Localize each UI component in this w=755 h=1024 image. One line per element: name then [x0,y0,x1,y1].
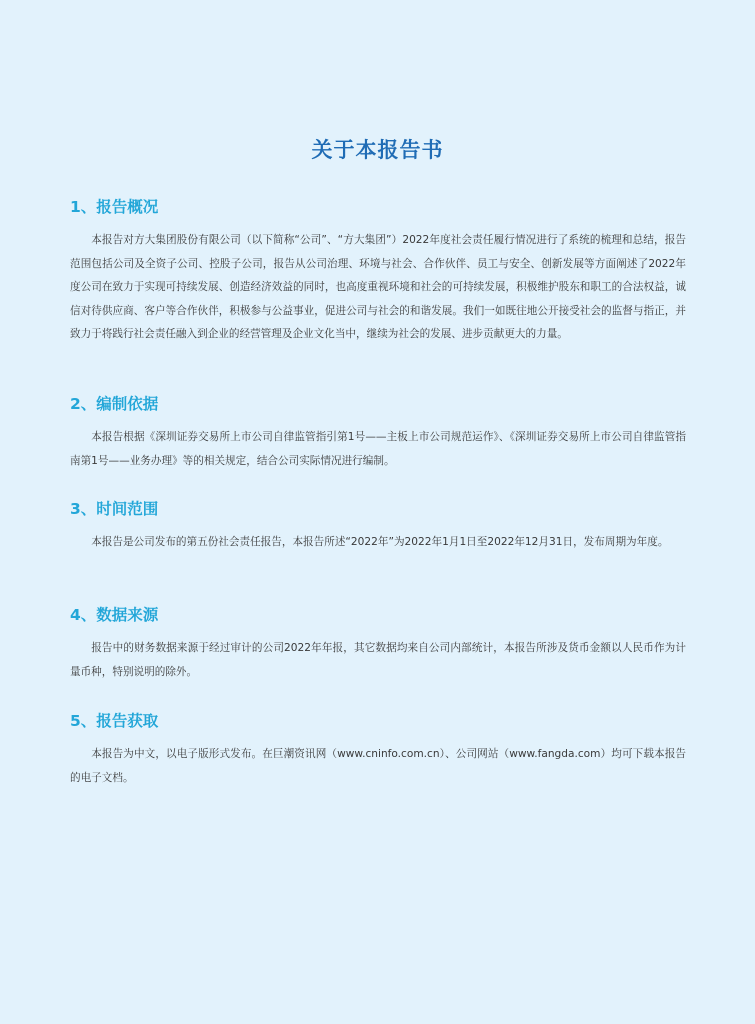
section-compilation-basis [70,394,686,473]
section-report-overview [70,197,686,347]
section-report-access [70,711,686,790]
section-body: 本报告对方大集团股份有限公司（以下简称“公司”、“方大集团”）2022年度社会责任履行情况进行了系统的梳理和总结，报告范围包括公司及全资子公司、控股子公司，报告从公司治理、环境与社会、合作伙伴、员工与安全、创新发展等方面阐述了2022年度公司在致力于实现可持续发展、创造经济效益的同时，也高度重视环境和社会的可持续发展，积极维护股东和职工的合法权益，诚信对待供应商、客户等合作伙伴，积极参与公益事业，促进公司与社会的和谐发展。我们一如既往地公开接受社会的监督与指正，并致力于将践行社会责任融入到企业的经营管理及企业文化当中，继续为社会的发展、进步贡献更大的力量。 [70,234,686,340]
section-data-source [70,605,686,684]
page-title: 关于本报告书 [311,138,444,162]
section-heading: 2、编制依据 [70,395,159,413]
section-time-range [70,499,686,555]
section-heading: 5、报告获取 [70,712,159,730]
section-body: 本报告根据《深圳证券交易所上市公司自律监管指引第1号——主板上市公司规范运作》、《深圳证券交易所上市公司自律监管指南第1号——业务办理》等的相关规定，结合公司实际情况进行编制。 [70,431,686,467]
section-body: 本报告为中文，以电子版形式发布。在巨潮资讯网（www.cninfo.com.cn）、公司网站（www.fangda.com）均可下载本报告的电子文档。 [70,748,686,784]
section-heading: 3、时间范围 [70,500,159,518]
section-heading: 1、报告概况 [70,198,159,216]
section-heading: 4、数据来源 [70,606,159,624]
section-body: 本报告是公司发布的第五份社会责任报告，本报告所述“2022年”为2022年1月1日至2022年12月31日，发布周期为年度。 [91,536,669,548]
section-body: 报告中的财务数据来源于经过审计的公司2022年年报，其它数据均来自公司内部统计，本报告所涉及货币金额以人民币作为计量币种，特别说明的除外。 [70,642,686,678]
